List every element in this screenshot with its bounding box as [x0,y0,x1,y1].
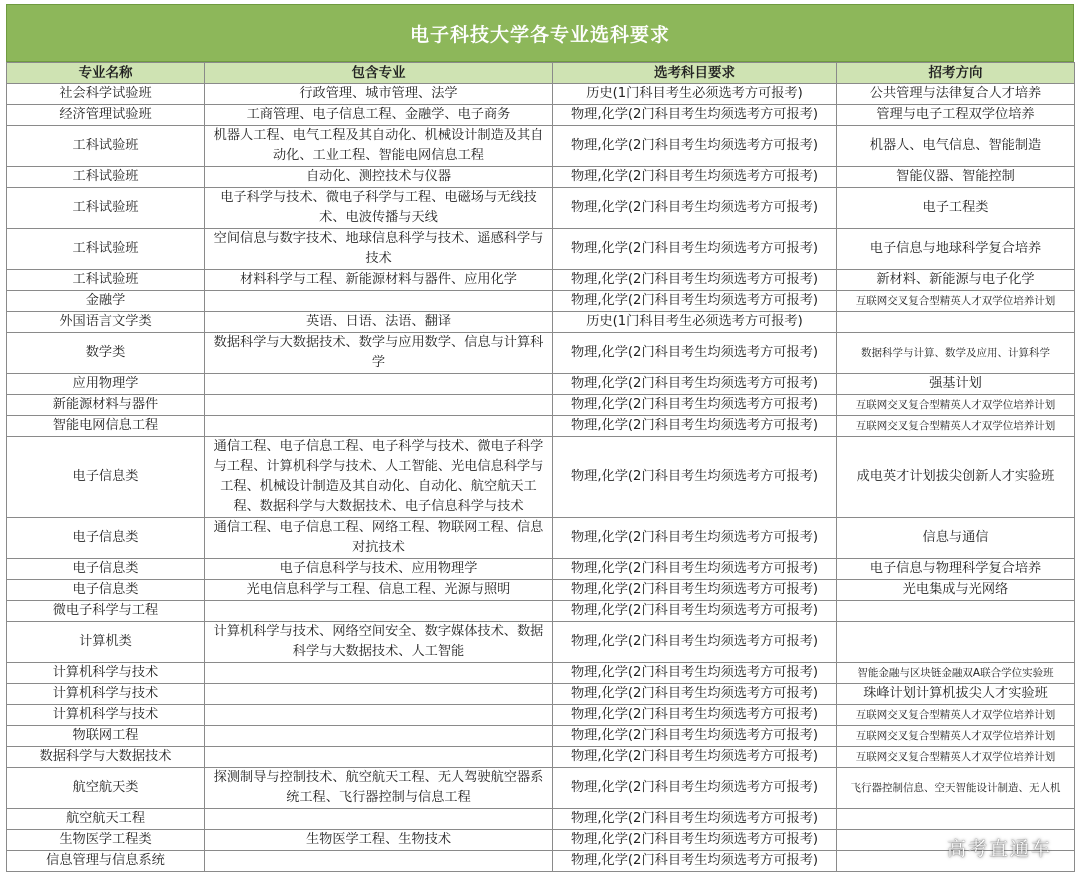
table-row [7,726,1075,747]
cell-admission-direction: 信息与通信 [837,518,1075,559]
cell-subject-requirement: 物理,化学(2门科目考生均须选考方可报考) [553,395,837,416]
cell-included-majors: 探测制导与控制技术、航空航天工程、无人驾驶航空器系统工程、飞行器控制与信息工程 [205,768,553,809]
cell-major-name: 航空航天工程 [7,809,205,830]
cell-included-majors: 光电信息科学与工程、信息工程、光源与照明 [205,580,553,601]
requirements-sheet [6,4,1074,872]
cell-subject-requirement: 物理,化学(2门科目考生均须选考方可报考) [553,705,837,726]
cell-subject-requirement: 物理,化学(2门科目考生均须选考方可报考) [553,663,837,684]
header-subject-requirement: 选考科目要求 [553,63,837,84]
cell-included-majors [205,395,553,416]
header-admission-direction: 招考方向 [837,63,1075,84]
cell-major-name: 生物医学工程类 [7,830,205,851]
cell-subject-requirement: 物理,化学(2门科目考生均须选考方可报考) [553,559,837,580]
cell-admission-direction: 成电英才计划拔尖创新人才实验班 [837,437,1075,518]
table-row [7,437,1075,518]
cell-major-name: 电子信息类 [7,559,205,580]
table-body [7,84,1075,872]
cell-included-majors [205,374,553,395]
cell-major-name: 工科试验班 [7,188,205,229]
cell-major-name: 应用物理学 [7,374,205,395]
cell-included-majors [205,726,553,747]
cell-included-majors [205,416,553,437]
cell-admission-direction: 互联网交叉复合型精英人才双学位培养计划 [837,416,1075,437]
table-row [7,580,1075,601]
table-row [7,105,1075,126]
table-row [7,416,1075,437]
cell-included-majors: 自动化、测控技术与仪器 [205,167,553,188]
cell-subject-requirement: 物理,化学(2门科目考生均须选考方可报考) [553,622,837,663]
cell-subject-requirement: 物理,化学(2门科目考生均须选考方可报考) [553,747,837,768]
cell-major-name: 航空航天类 [7,768,205,809]
table-row [7,229,1075,270]
cell-admission-direction: 新材料、新能源与电子化学 [837,270,1075,291]
cell-admission-direction: 互联网交叉复合型精英人才双学位培养计划 [837,395,1075,416]
cell-major-name: 智能电网信息工程 [7,416,205,437]
cell-major-name: 数学类 [7,333,205,374]
table-row [7,663,1075,684]
cell-major-name: 工科试验班 [7,126,205,167]
cell-included-majors [205,851,553,872]
table-row [7,291,1075,312]
cell-admission-direction: 强基计划 [837,374,1075,395]
cell-admission-direction [837,809,1075,830]
table-row [7,374,1075,395]
table-row [7,809,1075,830]
table-row [7,830,1075,851]
cell-major-name: 信息管理与信息系统 [7,851,205,872]
header-included-majors: 包含专业 [205,63,553,84]
cell-admission-direction: 电子信息与物理科学复合培养 [837,559,1075,580]
cell-admission-direction: 珠峰计划计算机拔尖人才实验班 [837,684,1075,705]
cell-major-name: 计算机科学与技术 [7,684,205,705]
cell-included-majors: 工商管理、电子信息工程、金融学、电子商务 [205,105,553,126]
watermark: 高考直通车 [946,838,1052,860]
table-row [7,126,1075,167]
cell-major-name: 电子信息类 [7,437,205,518]
cell-subject-requirement: 物理,化学(2门科目考生均须选考方可报考) [553,188,837,229]
cell-major-name: 电子信息类 [7,580,205,601]
table-row [7,312,1075,333]
cell-major-name: 经济管理试验班 [7,105,205,126]
cell-included-majors: 空间信息与数字技术、地球信息科学与技术、遥感科学与技术 [205,229,553,270]
cell-included-majors: 电子科学与技术、微电子科学与工程、电磁场与无线技术、电波传播与天线 [205,188,553,229]
cell-subject-requirement: 物理,化学(2门科目考生均须选考方可报考) [553,684,837,705]
cell-subject-requirement: 历史(1门科目考生必须选考方可报考) [553,312,837,333]
cell-major-name: 金融学 [7,291,205,312]
cell-major-name: 社会科学试验班 [7,84,205,105]
cell-subject-requirement: 物理,化学(2门科目考生均须选考方可报考) [553,270,837,291]
table-row [7,768,1075,809]
cell-admission-direction: 互联网交叉复合型精英人才双学位培养计划 [837,705,1075,726]
cell-major-name: 微电子科学与工程 [7,601,205,622]
cell-subject-requirement: 物理,化学(2门科目考生均须选考方可报考) [553,374,837,395]
cell-subject-requirement: 物理,化学(2门科目考生均须选考方可报考) [553,105,837,126]
table-row [7,559,1075,580]
header-row [7,63,1075,84]
cell-subject-requirement: 物理,化学(2门科目考生均须选考方可报考) [553,830,837,851]
cell-major-name: 计算机类 [7,622,205,663]
cell-admission-direction: 管理与电子工程双学位培养 [837,105,1075,126]
cell-subject-requirement: 物理,化学(2门科目考生均须选考方可报考) [553,518,837,559]
table-row [7,395,1075,416]
cell-admission-direction: 公共管理与法律复合人才培养 [837,84,1075,105]
cell-major-name: 新能源材料与器件 [7,395,205,416]
cell-subject-requirement: 历史(1门科目考生必须选考方可报考) [553,84,837,105]
cell-subject-requirement: 物理,化学(2门科目考生均须选考方可报考) [553,851,837,872]
cell-subject-requirement: 物理,化学(2门科目考生均须选考方可报考) [553,229,837,270]
cell-subject-requirement: 物理,化学(2门科目考生均须选考方可报考) [553,580,837,601]
table-row [7,333,1075,374]
cell-admission-direction [837,312,1075,333]
table-row [7,851,1075,872]
cell-included-majors: 通信工程、电子信息工程、电子科学与技术、微电子科学与工程、计算机科学与技术、人工智能、光电信息科学与工程、机械设计制造及其自动化、自动化、航空航天工程、数据科学与大数据技术、电子信息科学与技术 [205,437,553,518]
cell-admission-direction [837,622,1075,663]
cell-included-majors [205,663,553,684]
cell-admission-direction: 互联网交叉复合型精英人才双学位培养计划 [837,291,1075,312]
cell-included-majors: 英语、日语、法语、翻译 [205,312,553,333]
cell-major-name: 外国语言文学类 [7,312,205,333]
cell-included-majors: 行政管理、城市管理、法学 [205,84,553,105]
cell-included-majors: 数据科学与大数据技术、数学与应用数学、信息与计算科学 [205,333,553,374]
cell-included-majors: 电子信息科学与技术、应用物理学 [205,559,553,580]
table-row [7,188,1075,229]
cell-major-name: 工科试验班 [7,270,205,291]
cell-subject-requirement: 物理,化学(2门科目考生均须选考方可报考) [553,726,837,747]
cell-included-majors: 计算机科学与技术、网络空间安全、数字媒体技术、数据科学与大数据技术、人工智能 [205,622,553,663]
cell-subject-requirement: 物理,化学(2门科目考生均须选考方可报考) [553,416,837,437]
cell-admission-direction: 互联网交叉复合型精英人才双学位培养计划 [837,726,1075,747]
cell-admission-direction: 机器人、电气信息、智能制造 [837,126,1075,167]
cell-subject-requirement: 物理,化学(2门科目考生均须选考方可报考) [553,768,837,809]
cell-admission-direction: 互联网交叉复合型精英人才双学位培养计划 [837,747,1075,768]
cell-admission-direction: 数据科学与计算、数学及应用、计算科学 [837,333,1075,374]
table-row [7,747,1075,768]
cell-major-name: 电子信息类 [7,518,205,559]
cell-subject-requirement: 物理,化学(2门科目考生均须选考方可报考) [553,167,837,188]
table-row [7,167,1075,188]
cell-admission-direction: 智能金融与区块链金融双A联合学位实验班 [837,663,1075,684]
cell-included-majors: 材料科学与工程、新能源材料与器件、应用化学 [205,270,553,291]
cell-included-majors [205,684,553,705]
cell-admission-direction [837,601,1075,622]
table-row [7,270,1075,291]
cell-subject-requirement: 物理,化学(2门科目考生均须选考方可报考) [553,291,837,312]
cell-included-majors: 生物医学工程、生物技术 [205,830,553,851]
cell-admission-direction: 电子信息与地球科学复合培养 [837,229,1075,270]
cell-included-majors: 机器人工程、电气工程及其自动化、机械设计制造及其自动化、工业工程、智能电网信息工程 [205,126,553,167]
cell-included-majors [205,705,553,726]
requirements-table [6,62,1075,872]
cell-admission-direction: 电子工程类 [837,188,1075,229]
cell-major-name: 物联网工程 [7,726,205,747]
table-row [7,601,1075,622]
cell-major-name: 数据科学与大数据技术 [7,747,205,768]
cell-included-majors [205,291,553,312]
cell-subject-requirement: 物理,化学(2门科目考生均须选考方可报考) [553,126,837,167]
table-row [7,684,1075,705]
header-major-name: 专业名称 [7,63,205,84]
cell-subject-requirement: 物理,化学(2门科目考生均须选考方可报考) [553,601,837,622]
cell-included-majors [205,601,553,622]
table-title: 电子科技大学各专业选科要求 [6,4,1074,62]
table-row [7,705,1075,726]
cell-included-majors [205,809,553,830]
cell-admission-direction: 飞行器控制信息、空天智能设计制造、无人机 [837,768,1075,809]
cell-major-name: 工科试验班 [7,229,205,270]
cell-subject-requirement: 物理,化学(2门科目考生均须选考方可报考) [553,333,837,374]
cell-major-name: 计算机科学与技术 [7,663,205,684]
cell-subject-requirement: 物理,化学(2门科目考生均须选考方可报考) [553,809,837,830]
table-row [7,518,1075,559]
table-row [7,84,1075,105]
table-row [7,622,1075,663]
cell-major-name: 工科试验班 [7,167,205,188]
cell-admission-direction: 智能仪器、智能控制 [837,167,1075,188]
cell-admission-direction: 光电集成与光网络 [837,580,1075,601]
cell-subject-requirement: 物理,化学(2门科目考生均须选考方可报考) [553,437,837,518]
cell-included-majors [205,747,553,768]
cell-included-majors: 通信工程、电子信息工程、网络工程、物联网工程、信息对抗技术 [205,518,553,559]
cell-major-name: 计算机科学与技术 [7,705,205,726]
